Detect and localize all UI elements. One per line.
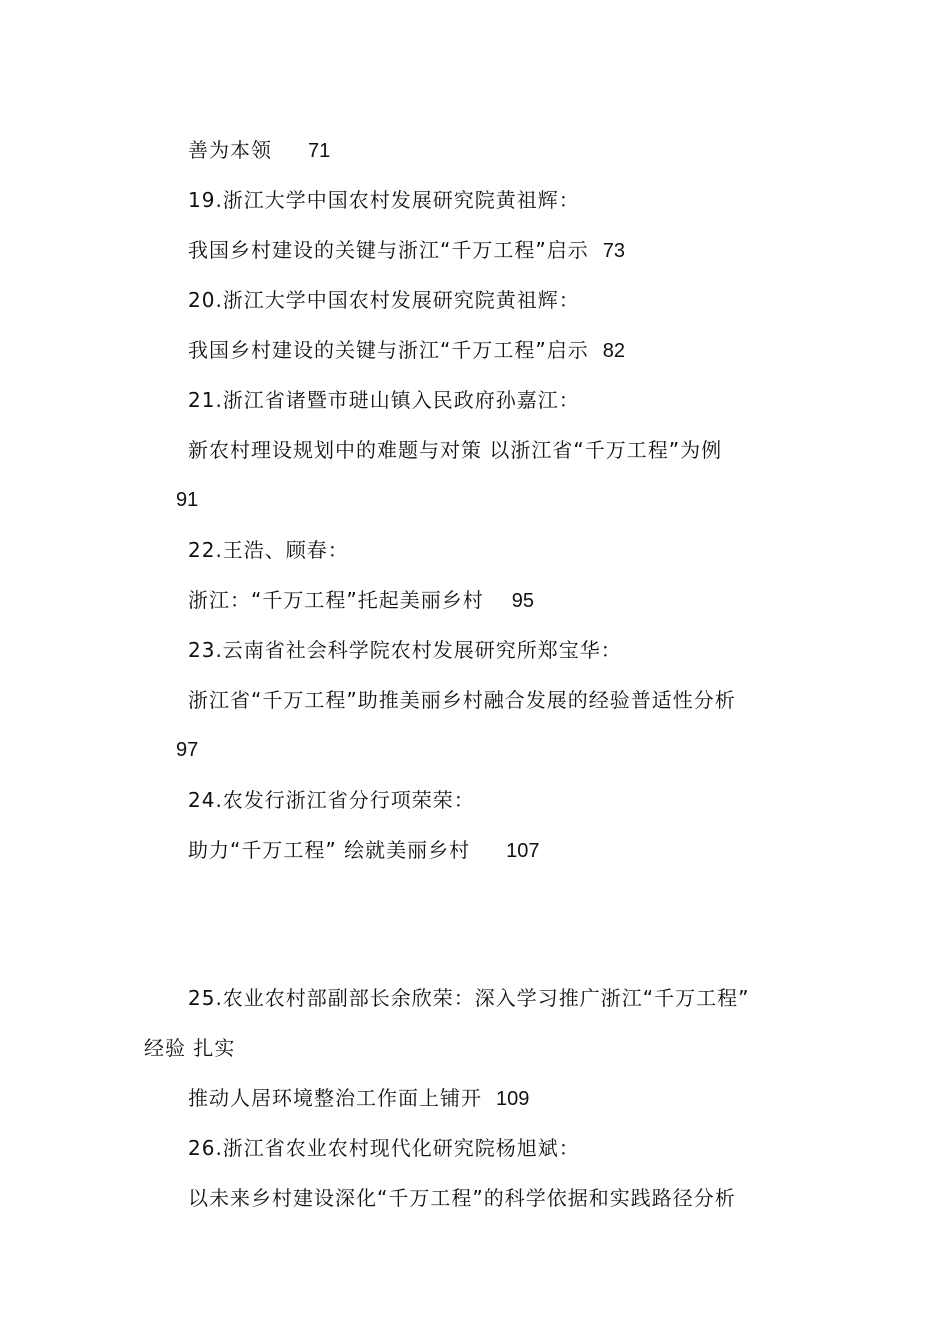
toc-entry-text: 浙江：“千万工程”托起美丽乡村	[188, 588, 484, 612]
toc-entry-line	[188, 1184, 736, 1212]
toc-page-number: 91	[176, 489, 199, 511]
toc-page-number: 109	[496, 1088, 530, 1110]
toc-entry-heading	[188, 186, 580, 214]
toc-page-number: 107	[506, 840, 540, 862]
toc-entry-line	[188, 336, 625, 365]
toc-entry-text: 新农村理设规划中的难题与对策 以浙江省“千万工程”为例	[188, 438, 723, 462]
toc-entry-text: 善为本领	[188, 138, 272, 162]
toc-entry-text: 20.浙江大学中国农村发展研究院黄祖辉：	[188, 288, 580, 312]
toc-page-number: 95	[511, 590, 534, 612]
toc-entry-text: 经验 扎实	[144, 1036, 236, 1060]
toc-entry-text: 19.浙江大学中国农村发展研究院黄祖辉：	[188, 188, 580, 212]
toc-entry-line	[188, 436, 722, 464]
toc-entry-line	[188, 136, 330, 165]
toc-page-number: 73	[602, 240, 625, 262]
toc-page-number: 97	[176, 739, 199, 761]
toc-entry-heading	[188, 1134, 580, 1162]
toc-entry-text: 推动人居环境整治工作面上铺开	[188, 1086, 482, 1110]
toc-entry-text: 26.浙江省农业农村现代化研究院杨旭斌：	[188, 1136, 580, 1160]
toc-entry-heading	[188, 786, 475, 814]
toc-entry-heading	[188, 286, 580, 314]
toc-entry-continuation	[144, 1034, 235, 1062]
toc-entry-line	[188, 1084, 529, 1113]
toc-entry-heading	[188, 536, 349, 564]
toc-entry-text: 以未来乡村建设深化“千万工程”的科学依据和实践路径分析	[188, 1186, 736, 1210]
toc-entry-line	[188, 236, 625, 265]
toc-entry-text: 助力“千万工程” 绘就美丽乡村	[188, 838, 471, 862]
toc-entry-text: 我国乡村建设的关键与浙江“千万工程”启示	[188, 338, 589, 362]
toc-page-number: 82	[602, 340, 625, 362]
toc-entry-line	[188, 686, 736, 714]
toc-entry-text: 我国乡村建设的关键与浙江“千万工程”启示	[188, 238, 589, 262]
toc-entry-heading	[188, 636, 622, 664]
toc-page-number: 71	[308, 140, 331, 162]
toc-entry-text: 25.农业农村部副部长余欣荣：深入学习推广浙江“千万工程”	[188, 986, 750, 1010]
toc-entry-text: 浙江省“千万工程”助推美丽乡村融合发展的经验普适性分析	[188, 688, 736, 712]
toc-entry-heading	[188, 984, 750, 1012]
toc-entry-text: 21.浙江省诸暨市琎山镇入民政府孙嘉江：	[188, 388, 580, 412]
toc-entry-heading	[188, 386, 580, 414]
toc-entry-line	[188, 836, 539, 865]
toc-entry-line	[188, 586, 534, 615]
toc-entry-text: 23.云南省社会科学院农村发展研究所郑宝华：	[188, 638, 622, 662]
toc-entry-text: 22.王浩、顾春：	[188, 538, 349, 562]
toc-entry-text: 24.农发行浙江省分行项荣荣：	[188, 788, 475, 812]
